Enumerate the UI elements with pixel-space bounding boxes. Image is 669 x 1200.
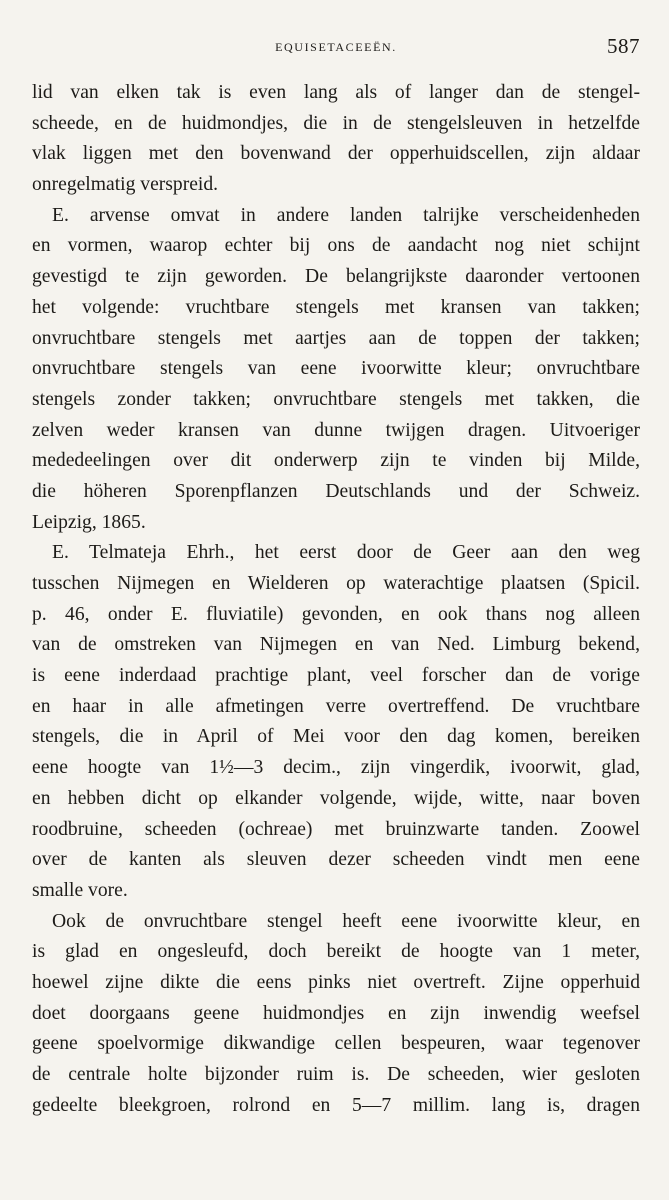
text-line: over de kanten als sleuven dezer scheeden vindt men eene	[32, 849, 640, 871]
text-line: is glad en ongesleufd, doch bereikt de hoogte van 1 meter,	[32, 941, 640, 963]
text-line: doet doorgaans geene huidmondjes en zijn inwendig weefsel	[32, 1002, 640, 1024]
text-line: de centrale holte bijzonder ruim is. De scheeden, wier gesloten	[32, 1064, 640, 1085]
text-line: eene hoogte van 1½—3 decim., zijn vingerdik, ivoorwit, glad,	[32, 757, 640, 779]
text-line: Ook de onvruchtbare stengel heeft eene ivoorwitte kleur, en	[52, 910, 640, 932]
running-header	[32, 34, 640, 64]
text-line: tusschen Nijmegen en Wielderen op waterachtige plaatsen (Spicil.	[32, 573, 640, 594]
text-line: geene spoelvormige dikwandige cellen bespeuren, waar tegenover	[32, 1033, 640, 1055]
text-line: onregelmatig verspreid.	[32, 174, 219, 196]
text-line: scheede, en de huidmondjes, die in de stengelsleuven in hetzelfde	[32, 112, 640, 134]
running-title: EQUISETACEEËN.	[275, 40, 397, 54]
text-line: het volgende: vruchtbare stengels met kransen van takken;	[32, 296, 640, 318]
text-line: en hebben dicht op elkander volgende, wijde, witte, naar boven	[32, 787, 640, 809]
text-line: smalle vore.	[32, 879, 128, 901]
page-number: 587	[607, 34, 640, 58]
text-line: gedeelte bleekgroen, rolrond en 5—7 millim. lang is, dragen	[32, 1094, 640, 1116]
text-line: mededeelingen over dit onderwerp zijn te vinden bij Milde,	[32, 450, 640, 472]
text-line: Leipzig, 1865.	[32, 511, 146, 533]
text-line: hoewel zijne dikte die eens pinks niet overtreft. Zijne opperhuid	[32, 971, 640, 993]
text-line: die höheren Sporenpflanzen Deutschlands und der Schweiz.	[32, 480, 640, 502]
text-line: zelven weder kransen van dunne twijgen dragen. Uitvoeriger	[32, 419, 640, 441]
text-line: stengels, die in April of Mei voor den dag komen, bereiken	[32, 726, 640, 748]
text-line: gevestigd te zijn geworden. De belangrijkste daaronder vertoonen	[32, 266, 640, 288]
text-line: van de omstreken van Nijmegen en van Ned. Limburg bekend,	[32, 634, 640, 656]
text-line: en haar in alle afmetingen verre overtreffend. De vruchtbare	[32, 695, 640, 717]
text-line: onvruchtbare stengels van eene ivoorwitte kleur; onvruchtbare	[32, 358, 640, 380]
text-line: is eene inderdaad prachtige plant, veel forscher dan de vorige	[32, 665, 640, 687]
text-line: lid van elken tak is even lang als of langer dan de stengel-	[32, 82, 640, 103]
text-line: onvruchtbare stengels met aartjes aan de toppen der takken;	[32, 327, 640, 349]
text-line: p. 46, onder E. fluviatile) gevonden, en ook thans nog alleen	[32, 603, 640, 625]
text-line: vlak liggen met den bovenwand der opperhuidscellen, zijn aldaar	[32, 143, 640, 165]
text-line: E. Telmateja Ehrh., het eerst door de Geer aan den weg	[52, 542, 640, 564]
body-text	[32, 78, 640, 1121]
text-line: roodbruine, scheeden (ochreae) met bruinzwarte tanden. Zoowel	[32, 818, 640, 840]
text-line: stengels zonder takken; onvruchtbare stengels met takken, die	[32, 388, 640, 410]
text-line: E. arvense omvat in andere landen talrijke verscheidenheden	[52, 204, 640, 226]
text-line: en vormen, waarop echter bij ons de aandacht nog niet schijnt	[32, 235, 640, 257]
